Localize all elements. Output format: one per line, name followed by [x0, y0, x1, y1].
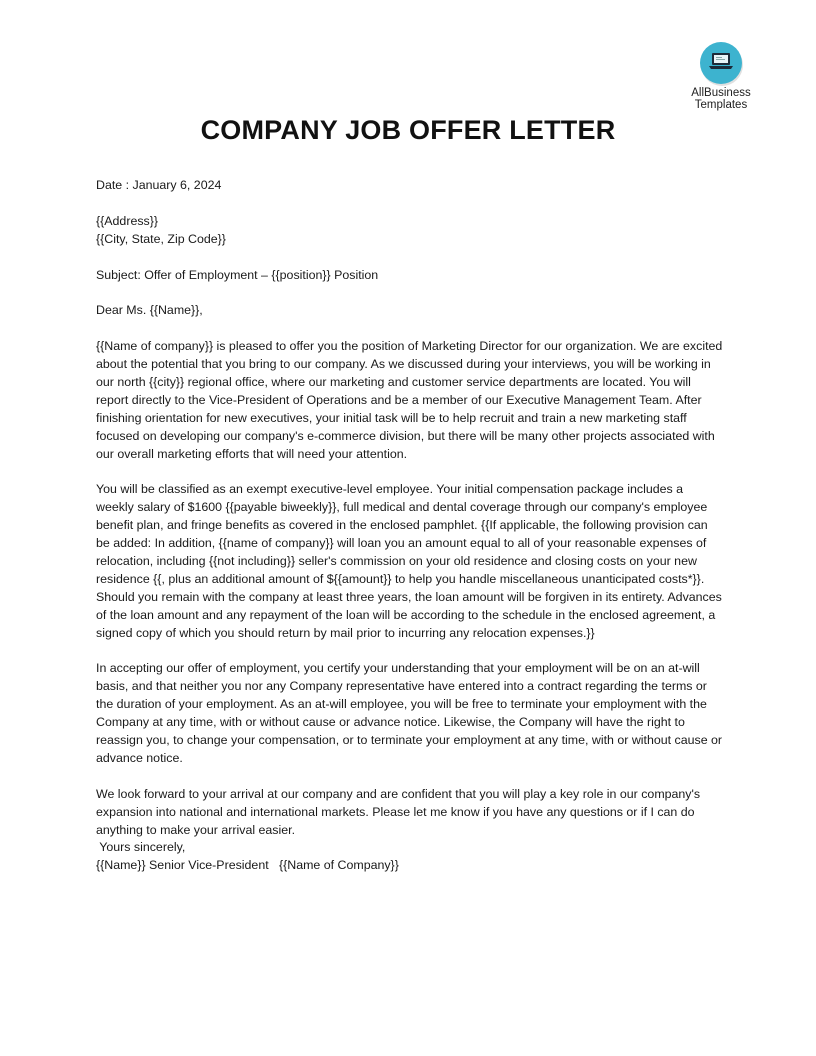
logo-line-1: AllBusiness: [691, 87, 751, 99]
subject-line: Subject: Offer of Employment – {{position}} Position: [96, 267, 379, 282]
paragraph-closing: We look forward to your arrival at our company and are confident that you will play a key role in our company's expansion into national and international markets. Please let me know if you have any questions or if I can do anything to make your arrival easier.: [96, 786, 701, 837]
allbusiness-logo: [686, 42, 756, 111]
address-line: {{Address}}: [96, 213, 159, 228]
sign-off: Yours sincerely,: [96, 840, 186, 855]
letter-body: [96, 177, 724, 875]
paragraph-offer: {{Name of company}} is pleased to offer you the position of Marketing Director for our organization. We are excited about the potential that you bring to our company. As we discussed during your interviews, you will be working in our north {{city}} regional office, where our marketing and customer service departments are located. You will report directly to the Vice-President of Operations and be a member of our Executive Management Team. After finishing orientation for new executives, your initial task will be to help recruit and train a new marketing staff focused on developing our company's e-commerce division, but there will be many other projects associated with our overall marketing efforts that will need your attention.: [96, 339, 723, 461]
logo-text: [686, 87, 756, 111]
paragraph-compensation: You will be classified as an exempt executive-level employee. Your initial compensation package includes a weekly salary of $1600 {{payable biweekly}}, full medical and dental coverage through our company's employee benefit plan, and fringe benefits as covered in the enclosed pamphlet. {{If applicable, the following provision can be added: In addition, {{name of company}} will loan you an amount equal to all of your reasonable expenses of relocation, including {{not including}} seller's commission on your old residence and closing costs on your new residence {{, plus an additional amount of ${{amount}} to help you handle miscellaneous unanticipated costs*}}. Should you remain with the company at least three years, the loan amount will be forgiven in its entirety. Advances of the loan amount and any repayment of the loan will be according to the schedule in the enclosed agreement, a signed copy of which you should return by mail prior to incurring any relocation expenses.}}: [96, 482, 722, 640]
city-state-zip-line: {{City, State, Zip Code}}: [96, 231, 226, 246]
salutation: Dear Ms. {{Name}},: [96, 303, 203, 318]
laptop-icon: [700, 42, 742, 84]
document-title: COMPANY JOB OFFER LETTER: [200, 115, 616, 145]
paragraph-at-will: In accepting our offer of employment, you certify your understanding that your employment will be on an at-will basis, and that neither you nor any Company representative have entered into a contract regarding the terms or the duration of your employment. As an at-will employee, you will be free to terminate your employment with the Company at any time, with or without cause or advance notice. Likewise, the Company will have the right to reassign you, to change your compensation, or to terminate your employment at any time, with or without cause or advance notice.: [96, 661, 723, 765]
signature-line: {{Name}} Senior Vice-President {{Name of Company}}: [96, 858, 399, 873]
date-line: Date : January 6, 2024: [96, 178, 222, 192]
logo-line-2: Templates: [694, 99, 748, 111]
